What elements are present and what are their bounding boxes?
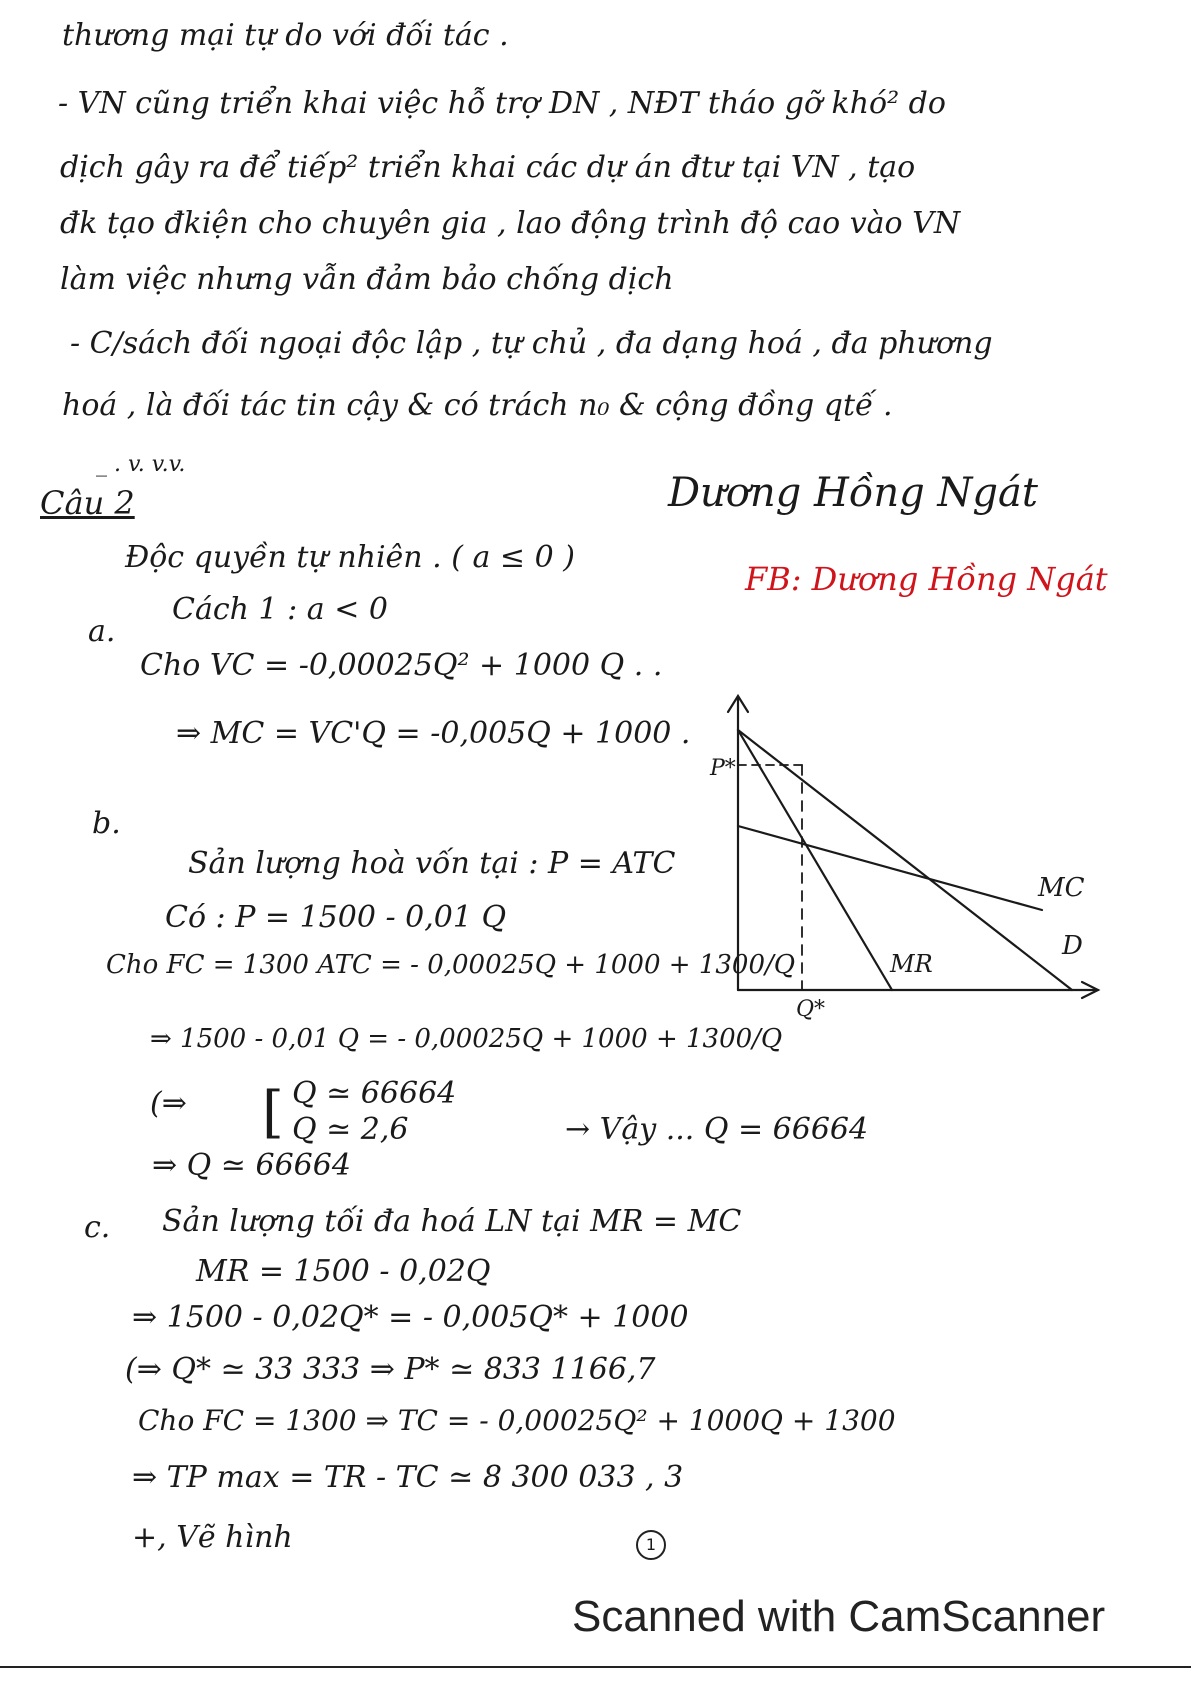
- camscanner-watermark: Scanned with CamScanner: [572, 1592, 1106, 1641]
- part-c-line-6: ⇒ TP max = TR - TC ≃ 8 300 033 , 3: [132, 1460, 684, 1495]
- intro-line-7: hoá , là đối tác tin cậy & có trách n₀ & cộng đồng qtế .: [62, 388, 893, 423]
- part-c-line-3: ⇒ 1500 - 0,02Q* = - 0,005Q* + 1000: [132, 1300, 689, 1335]
- part-a-line-2: ⇒ MC = VC'Q = -0,005Q + 1000 .: [176, 716, 691, 751]
- signature-fb: FB: Dương Hồng Ngát: [745, 560, 1108, 598]
- intro-line-8: _ . v. v.v.: [96, 452, 186, 477]
- intro-line-5: làm việc nhưng vẫn đảm bảo chống dịch: [60, 262, 674, 297]
- graph-label-q-star: Q*: [796, 997, 826, 1022]
- part-b-line-4: ⇒ 1500 - 0,01 Q = - 0,00025Q + 1000 + 1300/Q: [150, 1024, 783, 1054]
- part-b-line-3: Cho FC = 1300 ATC = - 0,00025Q + 1000 + 1300/Q: [106, 950, 796, 980]
- part-c-line-5: Cho FC = 1300 ⇒ TC = - 0,00025Q² + 1000Q + 1300: [138, 1404, 896, 1437]
- part-c-line-4: (⇒ Q* ≃ 33 333 ⇒ P* ≃ 833 1166,7: [125, 1352, 656, 1387]
- part-a-line-1: Cho VC = -0,00025Q² + 1000 Q . .: [140, 648, 663, 683]
- cau2-title: Câu 2: [40, 484, 135, 522]
- part-b-result: ⇒ Q ≃ 66664: [152, 1148, 351, 1183]
- part-b-solution-bracket: [: [262, 1080, 284, 1145]
- part-c-line-2: MR = 1500 - 0,02Q: [196, 1254, 491, 1289]
- intro-line-6: - C/sách đối ngoại độc lập , tự chủ , đa dạng hoá , đa phương: [70, 326, 993, 361]
- mc-curve: [738, 826, 1042, 910]
- part-a-label: a.: [88, 614, 116, 649]
- signature-name: Dương Hồng Ngát: [668, 470, 1038, 516]
- part-c-label: c.: [84, 1210, 111, 1245]
- cau2-method-1: Cách 1 : a < 0: [172, 592, 388, 627]
- intro-line-3: dịch gây ra để tiếp² triển khai các dự án đtư tại VN , tạo: [60, 150, 916, 185]
- part-b-line-2: Có : P = 1500 - 0,01 Q: [165, 900, 507, 935]
- part-c-line-7: +, Vẽ hình: [132, 1520, 293, 1555]
- intro-line-1: thương mại tự do với đối tác .: [62, 18, 509, 53]
- graph-label-mr: MR: [890, 950, 933, 978]
- page-number: 1: [636, 1530, 666, 1560]
- part-b-solution-1: Q ≃ 66664: [292, 1076, 457, 1111]
- graph-label-mc: MC: [1038, 873, 1085, 903]
- part-c-line-1: Sản lượng tối đa hoá LN tại MR = MC: [162, 1204, 742, 1239]
- graph-label-p-star: P*: [710, 756, 736, 781]
- part-b-equiv: (⇒: [150, 1086, 187, 1121]
- bottom-rule: [0, 1666, 1191, 1668]
- intro-line-4: đk tạo đkiện cho chuyên gia , lao động trình độ cao vào VN: [60, 206, 961, 241]
- part-b-line-1: Sản lượng hoà vốn tại : P = ATC: [188, 846, 676, 881]
- graph-label-d: D: [1062, 931, 1083, 961]
- part-b-conclusion: → Vậy ... Q = 66664: [565, 1112, 869, 1147]
- intro-line-2: - VN cũng triển khai việc hỗ trợ DN , NĐT tháo gỡ khó² do: [58, 86, 946, 121]
- mr-curve: [738, 730, 892, 990]
- part-b-label: b.: [92, 806, 121, 841]
- part-b-solution-2: Q ≃ 2,6: [292, 1112, 409, 1147]
- monopoly-graph: [710, 690, 1120, 1070]
- cau2-subtitle: Độc quyền tự nhiên . ( a ≤ 0 ): [125, 540, 575, 575]
